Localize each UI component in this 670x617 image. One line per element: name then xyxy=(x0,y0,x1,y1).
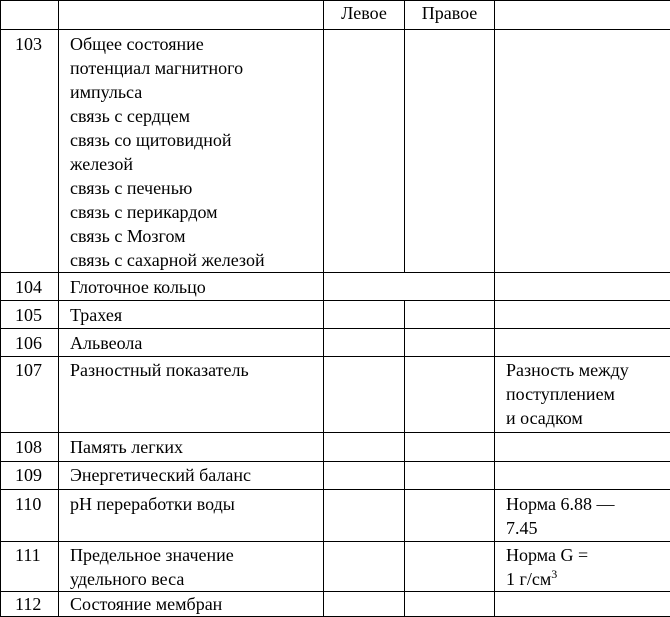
header-note-cell xyxy=(495,1,670,30)
row-right-cell xyxy=(405,433,495,462)
row-name-line: связь с перикардом xyxy=(70,200,323,224)
row-note-line: Норма 6.88 — xyxy=(506,492,670,516)
row-right-cell xyxy=(405,329,495,357)
row-number: 109 xyxy=(1,462,59,490)
row-note-cell xyxy=(495,273,670,301)
table-row xyxy=(1,30,670,273)
row-name-line: pH переработки воды xyxy=(70,492,323,516)
row-left-cell xyxy=(324,462,405,490)
row-name xyxy=(59,357,324,433)
row-number: 105 xyxy=(1,301,59,329)
row-name xyxy=(59,329,324,357)
row-right-cell xyxy=(405,357,495,433)
row-left-cell xyxy=(324,592,405,617)
header-left: Левое xyxy=(324,1,405,30)
row-name xyxy=(59,490,324,542)
row-note xyxy=(495,490,670,542)
table-row xyxy=(1,462,670,490)
row-name-line: связь с Мозгом xyxy=(70,224,323,248)
row-name-line: Альвеола xyxy=(70,331,323,355)
header-right: Правое xyxy=(405,1,495,30)
row-note-cell xyxy=(495,462,670,490)
row-name xyxy=(59,592,324,617)
row-note-cell xyxy=(495,592,670,617)
row-right-cell xyxy=(405,30,495,273)
row-name xyxy=(59,433,324,462)
row-number: 111 xyxy=(1,542,59,592)
row-name-line: Предельное значение xyxy=(70,543,323,567)
table-row xyxy=(1,301,670,329)
table-row xyxy=(1,490,670,542)
row-note-line: и осадком xyxy=(506,406,670,430)
row-right-cell xyxy=(405,592,495,617)
table-row xyxy=(1,357,670,433)
row-name-line: связь со щитовидной xyxy=(70,128,323,152)
row-name-line: связь с сердцем xyxy=(70,104,323,128)
table-row xyxy=(1,329,670,357)
row-left-cell xyxy=(324,30,405,273)
row-name xyxy=(59,542,324,592)
header-num-cell xyxy=(1,1,59,30)
row-note-line: Разность между xyxy=(506,358,670,382)
unit-superscript: 3 xyxy=(551,567,557,581)
table-row xyxy=(1,592,670,617)
row-name-line: потенциал магнитного xyxy=(70,56,323,80)
row-number: 108 xyxy=(1,433,59,462)
row-note-cell xyxy=(495,433,670,462)
row-note-line: Норма G = xyxy=(506,543,670,567)
row-name-line: Трахея xyxy=(70,303,323,327)
row-name-line: удельного веса xyxy=(70,567,323,591)
row-right-cell xyxy=(405,490,495,542)
row-note-line xyxy=(506,567,670,591)
row-number: 107 xyxy=(1,357,59,433)
row-name xyxy=(59,30,324,273)
row-note xyxy=(495,357,670,433)
row-merged-cell xyxy=(324,273,495,301)
row-note-line: 7.45 xyxy=(506,516,670,540)
row-name xyxy=(59,462,324,490)
row-name xyxy=(59,301,324,329)
row-left-cell xyxy=(324,357,405,433)
row-note-cell xyxy=(495,301,670,329)
header-row xyxy=(1,1,670,30)
row-name-line: Энергетический баланс xyxy=(70,463,323,487)
row-note-cell xyxy=(495,30,670,273)
row-left-cell xyxy=(324,301,405,329)
table-row xyxy=(1,433,670,462)
row-name-line: Общее состояние xyxy=(70,32,323,56)
unit-text: 1 г/см xyxy=(506,569,551,589)
header-name-cell xyxy=(59,1,324,30)
row-left-cell xyxy=(324,490,405,542)
row-name-line: Память легких xyxy=(70,435,323,459)
row-number: 110 xyxy=(1,490,59,542)
row-note-cell xyxy=(495,329,670,357)
row-note-line: поступлением xyxy=(506,382,670,406)
table-row xyxy=(1,273,670,301)
row-left-cell xyxy=(324,542,405,592)
row-right-cell xyxy=(405,301,495,329)
row-name-line: Разностный показатель xyxy=(70,358,323,382)
row-note xyxy=(495,542,670,592)
row-name-line: железой xyxy=(70,152,323,176)
row-name-line: импульса xyxy=(70,80,323,104)
row-number: 106 xyxy=(1,329,59,357)
row-name-line: Глоточное кольцо xyxy=(70,275,323,299)
row-number: 103 xyxy=(1,30,59,273)
row-number: 112 xyxy=(1,592,59,617)
row-right-cell xyxy=(405,542,495,592)
row-name xyxy=(59,273,324,301)
row-right-cell xyxy=(405,462,495,490)
row-name-line: Состояние мембран xyxy=(70,592,323,616)
row-name-line: связь с печенью xyxy=(70,176,323,200)
row-left-cell xyxy=(324,329,405,357)
row-number: 104 xyxy=(1,273,59,301)
row-left-cell xyxy=(324,433,405,462)
table-row xyxy=(1,542,670,592)
row-name-line: связь с сахарной железой xyxy=(70,248,323,272)
